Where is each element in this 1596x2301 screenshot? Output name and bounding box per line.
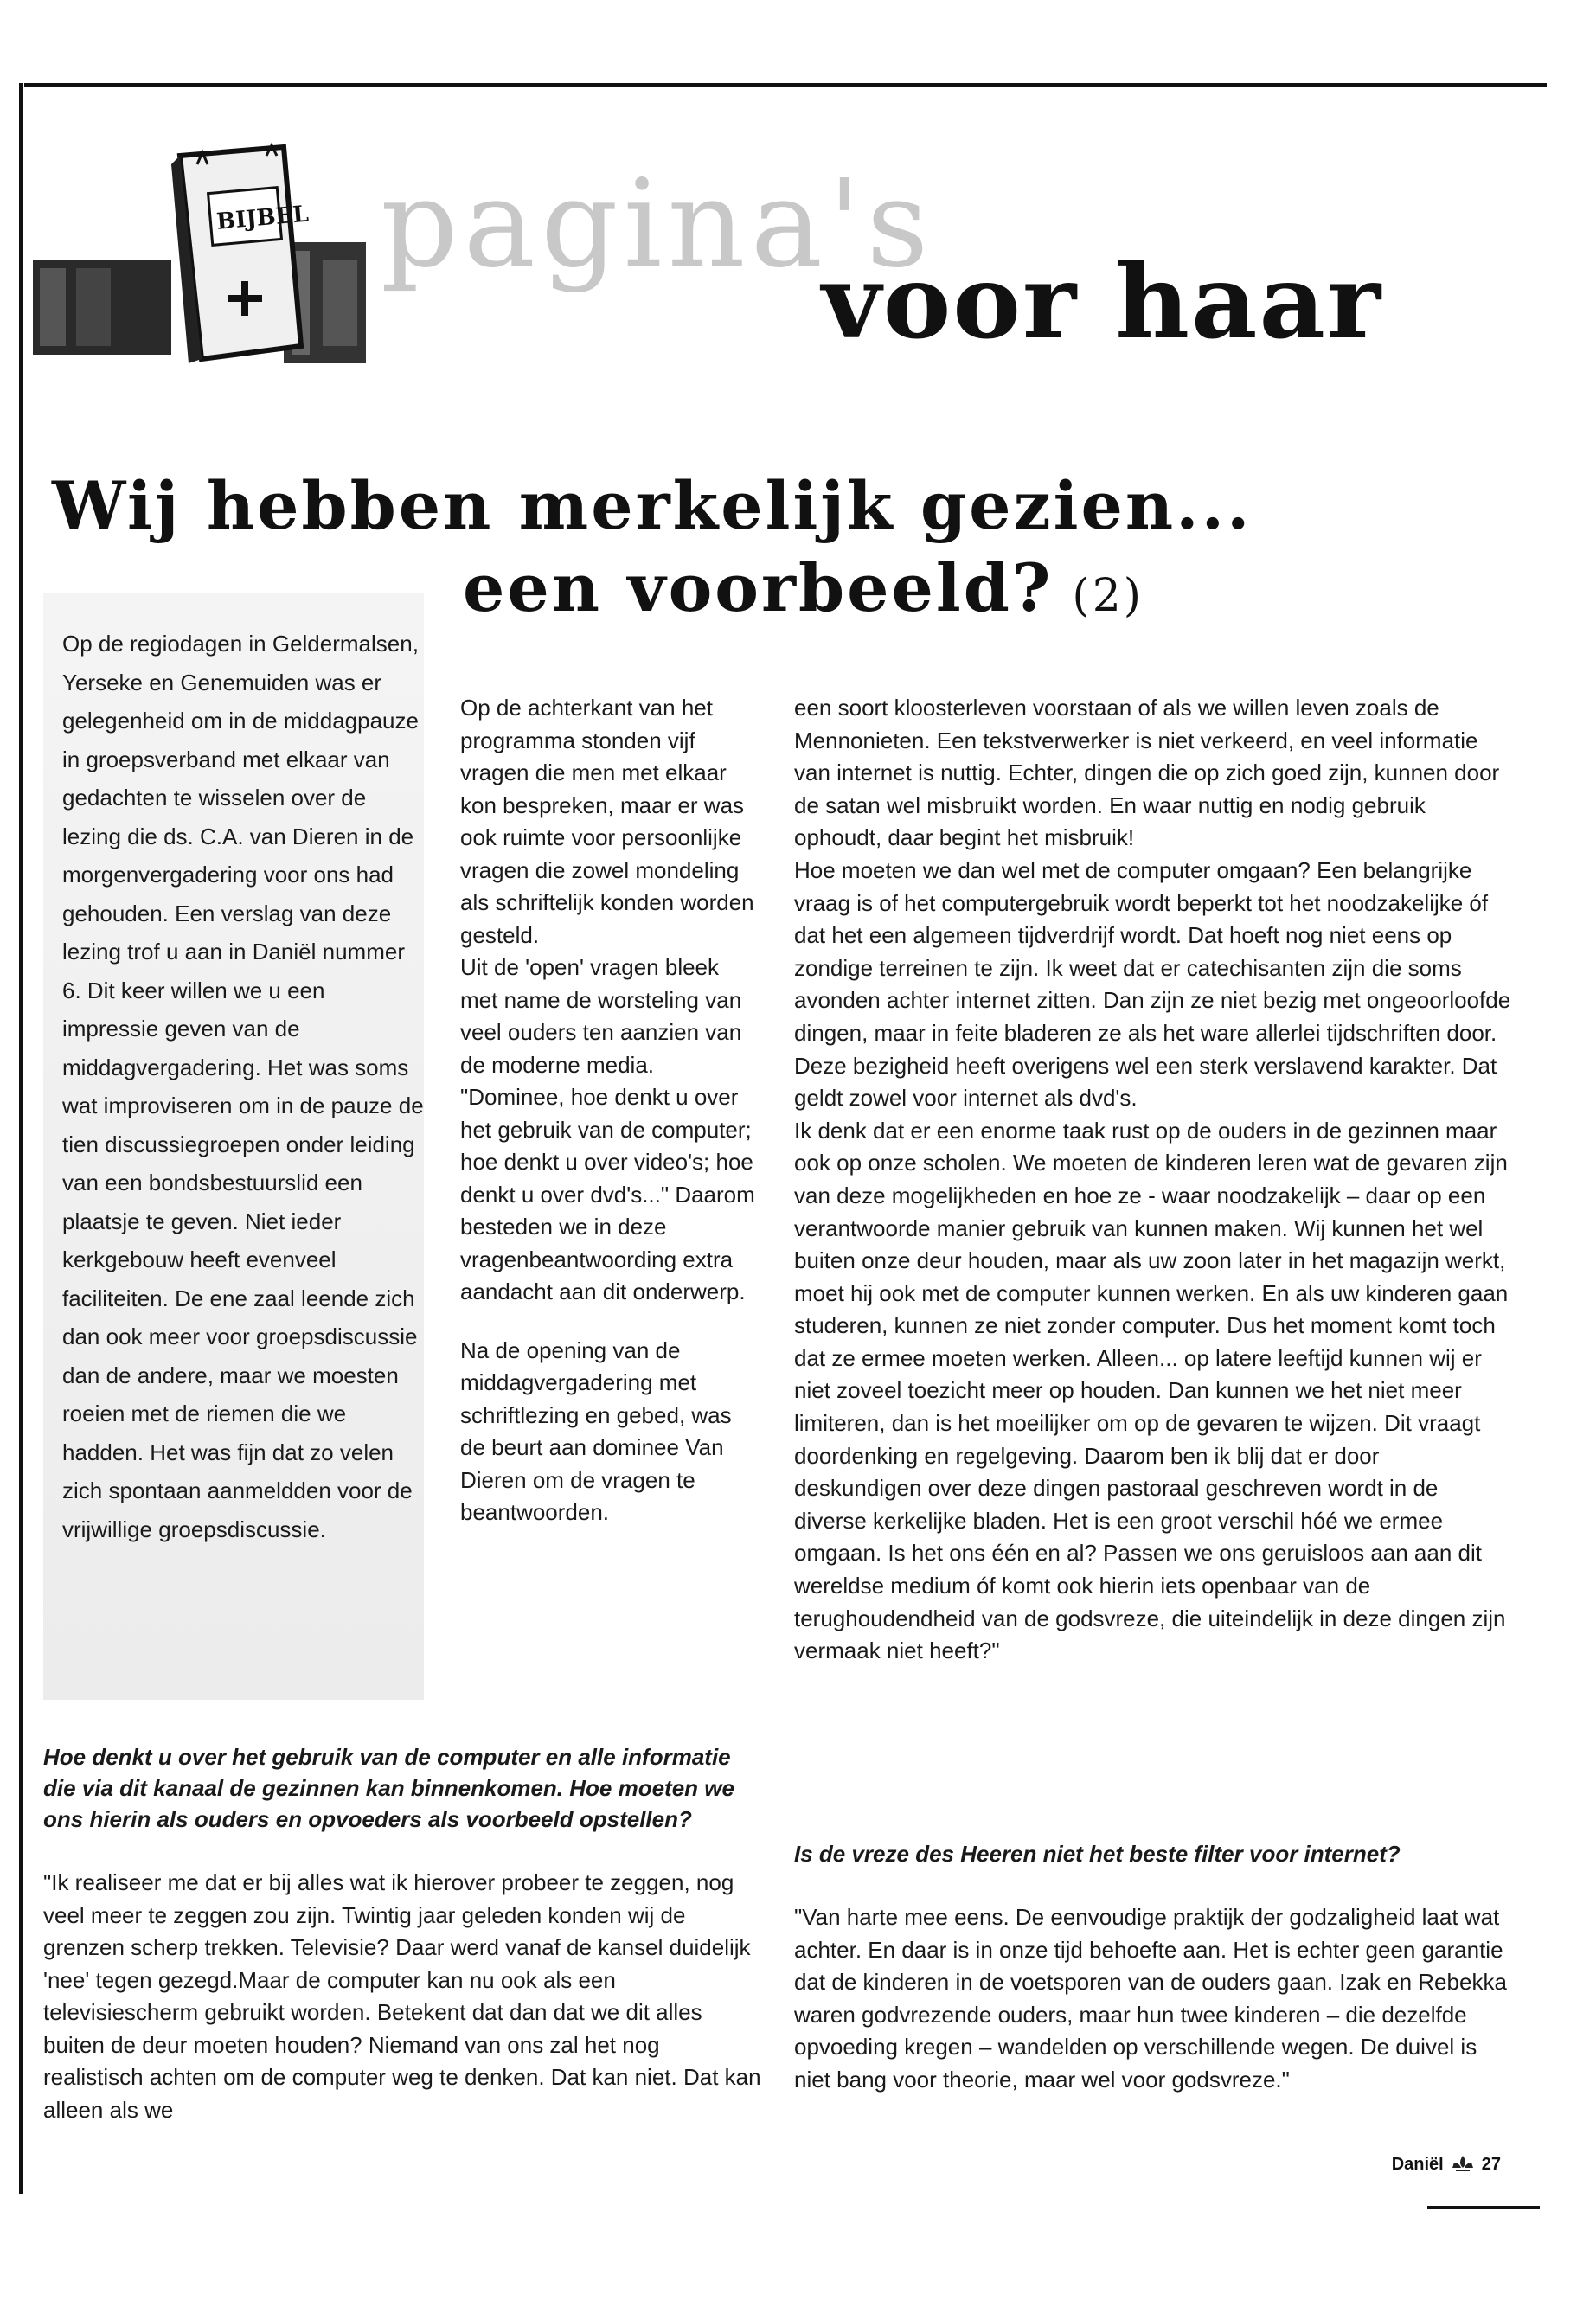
- right-paragraph-3: Ik denk dat er een enorme taak rust op de ouders in de gezinnen maar ook op onze scholen. We moeten de kinderen leren wat de gevaren zijn van deze mogelijkheden en hoe ze - waar noodzakelijk – daar op een verantwoorde manier gebruik van kunnen maken. Wij kunnen het wel buiten onze deur houden, maar als uw zoon later in het magazijn werkt, moet hij ook met de computer kunnen werken. En als uw kinderen gaan studeren, kunnen ze niet zonder computer. Dus het moment komt toch dat ze ermee moeten werken. Alleen... op latere leeftijd kunnen wij er niet zoveel toezicht meer op houden. Dan kunnen we het niet meer limiteren, dan is het moeilijker om op de gevaren te wijzen. Dit vraagt doordenking en regelgeving. Daarom ben ik blij dat er door deskundigen over deze dingen pastoraal geschreven wordt in de diverse kerkelijke bladen. Het is een groot verschil hóé we ermee omgaan. Is het ons één en al? Passen we ons geruisloos aan aan dit wereldse medium óf komt ook hierin iets openbaar van de terughoudendheid van de godsvreze, die uiteindelijk in deze dingen zijn vermaak niet heeft?": [794, 1117, 1509, 1664]
- headline-line-2-text: een voorbeeld?: [463, 549, 1054, 626]
- headline-line-1: Wij hebben merkelijk gezien...: [52, 467, 1253, 544]
- headline-line-2: [463, 549, 1144, 631]
- middle-paragraph-2: Uit de 'open' vragen bleek met name de worsteling van veel ouders ten aanzien van de moderne media. "Dominee, hoe denkt u over het gebruik van de computer; hoe denkt u over video's; hoe denkt u over dvd's..." Daarom besteden we in deze vragenbeantwoording extra aandacht aan dit onderwerp.: [460, 954, 755, 1304]
- middle-paragraph-1: Op de achterkant van het programma stonden vijf vragen die men met elkaar kon bespreken, maar er was ook ruimte voor persoonlijke vragen die zowel mondeling als schriftelijk konden worden gesteld.: [460, 695, 754, 948]
- left-rule: [19, 83, 23, 2194]
- answer-1: "Ik realiseer me dat er bij alles wat ik hierover probeer te zeggen, nog veel meer te zeggen zou zijn. Twintig jaar geleden konden wij de grenzen scherp trekken. Televisie? Daar werd vanaf de kansel duidelijk 'nee' tegen gezegd.Maar de computer kan nu ook als een televisiescherm gebruikt worden. Betekent dat dan dat we dit alles buiten de deur moeten houden? Niemand van ons zal het nog realistisch achten om de computer weg te denken. Dat kan niet. Dat kan alleen als we: [43, 1869, 761, 2123]
- answer-2: "Van harte mee eens. De eenvoudige praktijk der godzaligheid laat wat achter. En daar is in onze tijd behoefte aan. Het is echter geen garantie dat de kinderen in de voetsporen van de ouders gaan. Izak en Rebekka waren godvrezende ouders, maar hun twee kinderen – die dezelfde opvoeding kregen – wandelden op verschillende wegen. De duivel is niet bang voor theorie, maar wel voor godsvreze.": [794, 1904, 1507, 2093]
- header-voor-haar: voor haar: [822, 241, 1383, 362]
- top-rule: [24, 83, 1547, 87]
- bottom-rule: [1427, 2206, 1540, 2209]
- fleur-de-lis-icon: [1451, 2154, 1475, 2175]
- question-1: Hoe denkt u over het gebruik van de computer en alle informatie die via dit kanaal de gezinnen kan binnenkomen. Hoe moeten we ons hierin als ouders en opvoeders als voorbeeld opstellen?: [43, 1744, 734, 1832]
- footer-page-number: 27: [1481, 2154, 1501, 2174]
- middle-column: [460, 692, 759, 1529]
- header-pagina: pagina's: [381, 154, 934, 295]
- question-2: Is de vreze des Heeren niet het beste filter voor internet?: [794, 1841, 1401, 1867]
- book-label: BIJBEL: [215, 201, 310, 235]
- page-footer: [1392, 2154, 1501, 2175]
- middle-paragraph-3: Na de opening van de middagvergadering met schriftlezing en gebed, was de beurt aan dominee Van Dieren om de vragen te beantwoorden.: [460, 1336, 732, 1525]
- intro-column: [62, 625, 426, 1548]
- right-paragraph-2: Hoe moeten we dan wel met de computer omgaan? Een belangrijke vraag is of het computergebruik wordt beperkt tot het noodzakelijke óf dat het een algemeen tijdverdrijf wordt. Dat hoeft nog niet eens op zondige terreinen te zijn. Ik weet dat er catechisanten zijn die soms avonden achter internet zitten. Dan zijn ze niet bezig met ongeoorloofde dingen, maar in feite bladeren ze als het ware allerlei tijdschriften door. Deze bezigheid heeft overigens wel een sterk verslavend karakter. Dat geldt zowel voor internet als dvd's.: [794, 856, 1511, 1112]
- right-column: [794, 692, 1512, 1668]
- intro-paragraph: Op de regiodagen in Geldermalsen, Yerseke en Genemuiden was er gelegenheid om in de middagpauze in groepsverband met elkaar van gedachten te wisselen over de lezing die ds. C.A. van Dieren in de morgenvergadering voor ons had gehouden. Een verslag van deze lezing trof u aan in Daniël nummer 6. Dit keer willen we u een impressie geven van de middagvergadering. Het was soms wat improviseren om in de pauze de tien discussiegroepen onder leiding van een bondsbestuurslid een plaatsje te geven. Niet ieder kerkgebouw heeft evenveel faciliteiten. De ene zaal leende zich dan ook meer voor groepsdiscussie dan de andere, maar we moesten roeien met de riemen die we hadden. Het was fijn dat zo velen zich spontaan aanmeldden voor de vrijwillige groepsdiscussie.: [62, 631, 424, 1542]
- footer-magazine-name: Daniël: [1391, 2154, 1444, 2174]
- right-paragraph-1: een soort kloosterleven voorstaan of als we willen leven zoals de Mennonieten. Een tekstverwerker is niet verkeerd, en veel informatie van internet is nuttig. Echter, dingen die op zich goed zijn, kunnen door de satan wel misbruikt worden. En waar nuttig en nodig gebruik ophoudt, daar begint het misbruik!: [794, 695, 1500, 851]
- bible-books-illustration: [24, 130, 388, 372]
- headline-number: (2): [1072, 570, 1144, 622]
